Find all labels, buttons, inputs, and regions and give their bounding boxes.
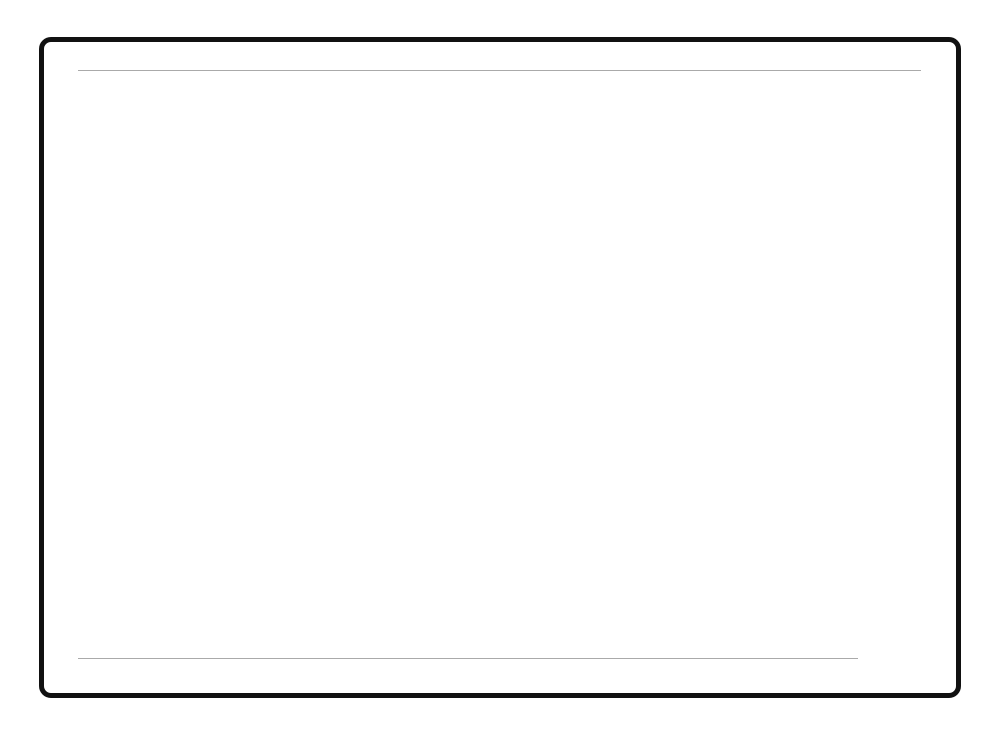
planner-page [39, 37, 961, 698]
bottom-rule [78, 658, 858, 659]
top-rule [78, 70, 921, 71]
